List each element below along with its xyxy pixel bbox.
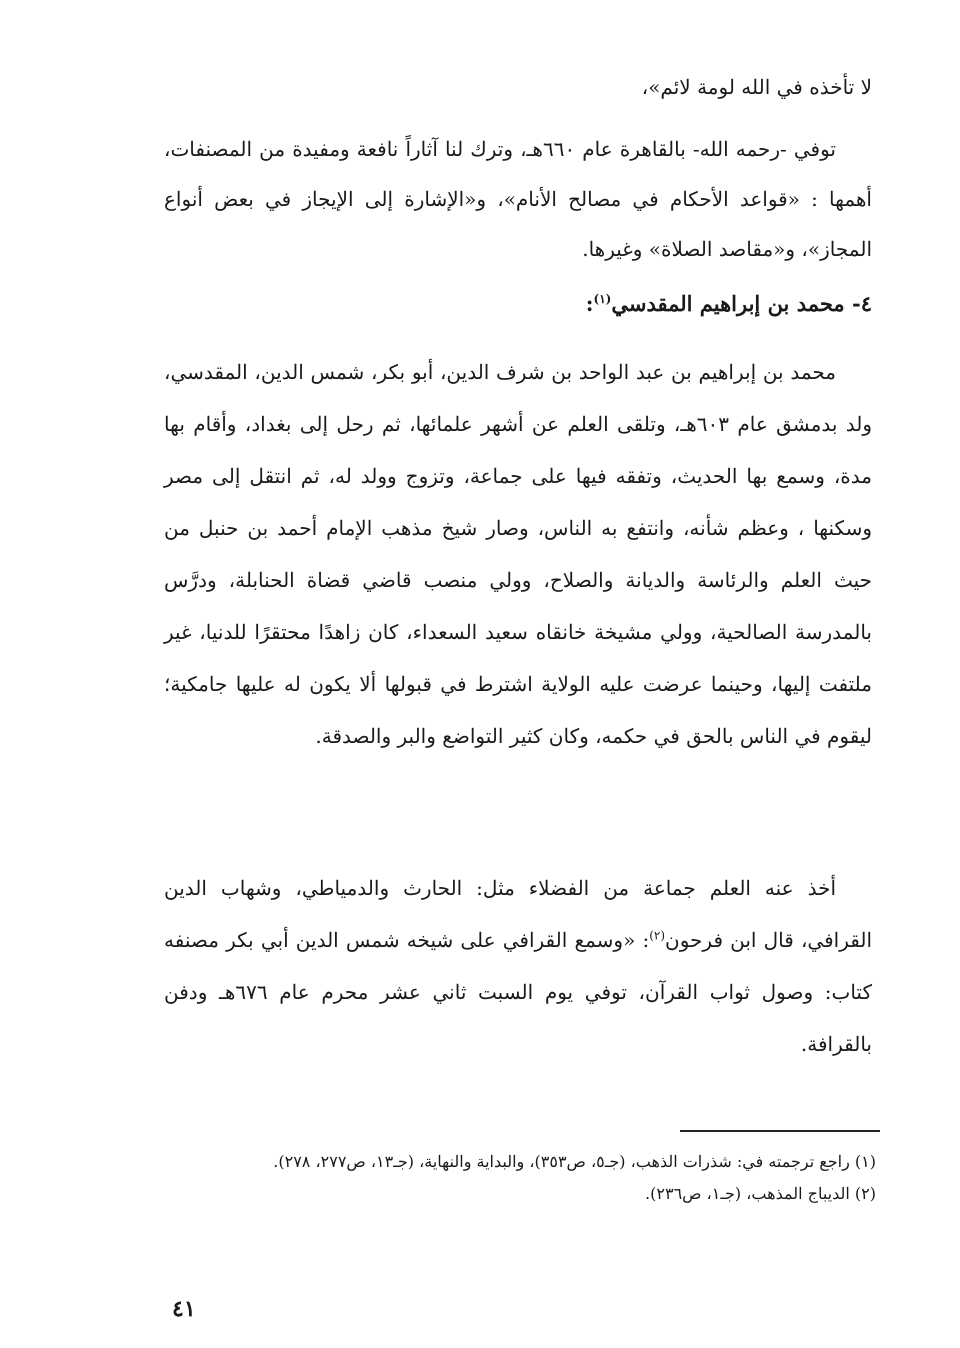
page-number: ٤١ (172, 1296, 196, 1322)
paragraph-2-text: محمد بن إبراهيم بن عبد الواحد بن شرف الدين، أبو بكر، شمس الدين، المقدسي، ولد بدمشق عام ٦٠٣هـ، وتلقى العلم عن أشهر علمائها، ثم رحل إلى بغداد، وأقام بها مدة، وسمع بها الحديث، وتفقه فيها على جماعة، وتزوج وولد له، ثم انتقل إلى مصر وسكنها ، وعظم شأنه، وانتفع به الناس، وصار شيخ مذهب الإمام أحمد بن حنبل من حيث العلم والرئاسة والديانة والصلاح، وولي منصب قاضي قضاة الحنابلة، ودرَّس بالمدرسة الصالحية، وولي مشيخة خانقاه سعيد السعداء، كان زاهدًا محتقرًا للدنيا، غير ملتفت إليها، وحينما عرضت عليه الولاية اشترط في قبولها ألا يكون له عليها جامكية؛ ليقوم في الناس بالحق في حكمه، وكان كثير التواضع والبر والصدقة. (164, 360, 873, 748)
top-line-text: لا تأخذه في الله لومة لائم»، (641, 75, 872, 99)
footnotes (164, 1146, 876, 1210)
footnote-2: (٢) الديباج المذهب، (جـ١، ص٢٣٦). (645, 1184, 876, 1203)
footnote-1: (١) راجع ترجمته في: شذرات الذهب، (جـ٥، ص٣٥٣)، والبداية والنهاية، (جـ١٣، ص٢٧٧، ٢٧٨). (273, 1152, 876, 1171)
paragraph-1 (164, 124, 872, 274)
top-line (164, 62, 872, 112)
paragraph-3-text (164, 862, 872, 1070)
heading-footnote-ref[interactable]: (١) (593, 292, 612, 306)
paragraph-3-part-2: : «وسمع القرافي على شيخه شمس الدين أبي بكر مصنفه كتاب: وصول ثواب القرآن، توفي يوم السبت ثاني عشر محرم عام ٦٧٦هـ ودفن بالقرافة. (164, 928, 872, 1056)
paragraph-2 (164, 346, 872, 762)
paragraph-3-part-1: أخذ عنه العلم جماعة من الفضلاء مثل: الحارث والدمياطي، وشهاب الدين القرافي، قال ابن فرحون (164, 876, 872, 952)
section-heading (586, 284, 872, 324)
paragraph-3 (164, 862, 872, 1070)
paragraph-1-text: توفي -رحمه الله- بالقاهرة عام ٦٦٠هـ، وترك لنا آثاراً نافعة ومفيدة من المصنفات، أهمها : «قواعد الأحكام في مصالح الأنام»، و«الإشارة إلى الإيجاز في بعض أنواع المجاز»، و«مقاصد الصلاة» وغيرها. (164, 137, 872, 261)
paragraph-3-footnote-ref[interactable]: (٢) (649, 928, 666, 943)
heading-suffix: : (585, 291, 594, 316)
heading-text: ٤- محمد بن إبراهيم المقدسي (611, 291, 872, 316)
footnote-separator (680, 1130, 880, 1132)
